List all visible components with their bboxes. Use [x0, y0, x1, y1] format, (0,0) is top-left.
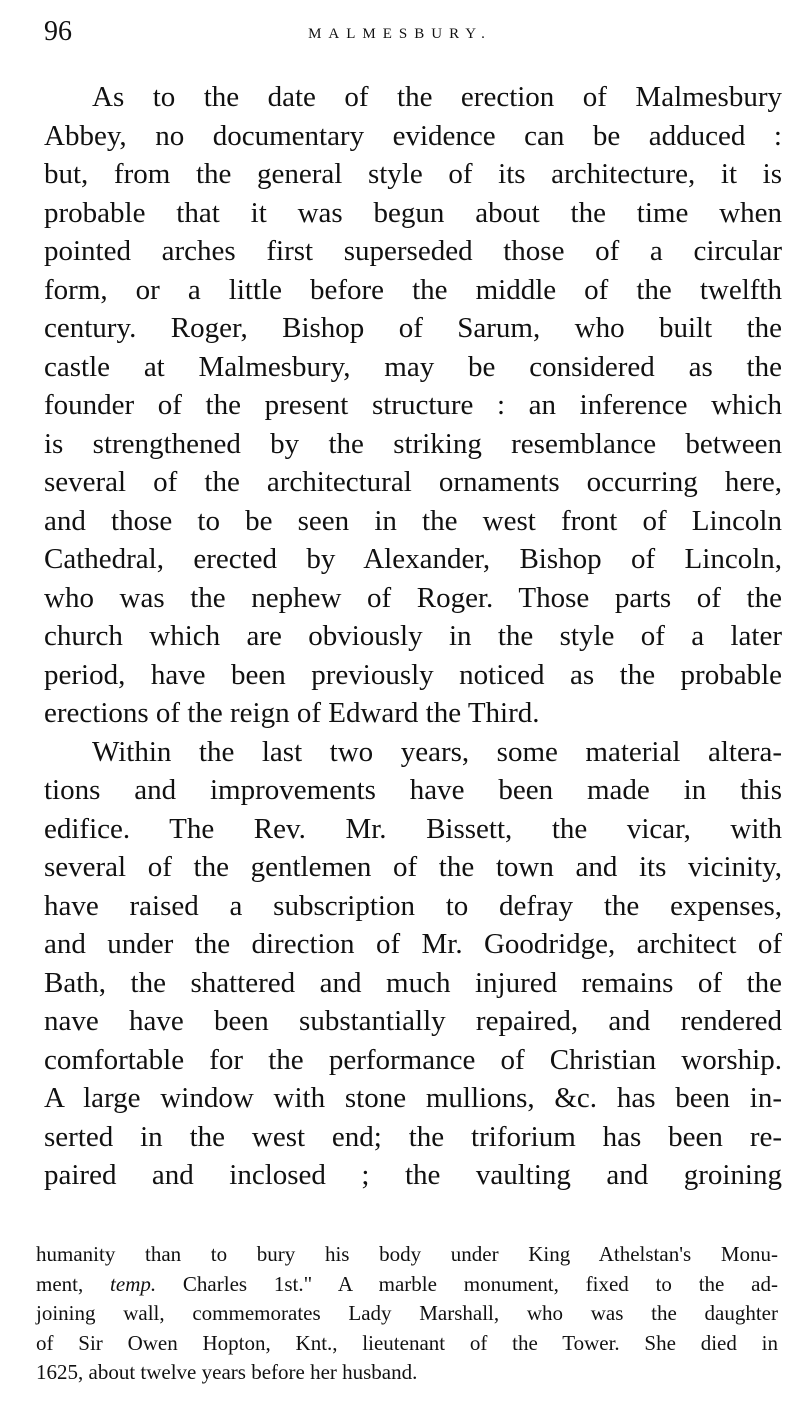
- footnote-line: of Sir Owen Hopton, Knt., lieutenant of the Tower. She died in: [36, 1330, 778, 1355]
- body-text: [44, 78, 782, 1195]
- text-line: Bath, the shattered and much injured remains of the: [44, 966, 782, 999]
- text-line: Cathedral, erected by Alexander, Bishop of Lincoln,: [44, 543, 782, 575]
- paragraph-1: [44, 78, 782, 733]
- text-line: several of the architectural ornaments occurring here,: [44, 466, 782, 498]
- text-line: but, from the general style of its architecture, it is: [44, 158, 782, 190]
- text-line: comfortable for the performance of Christian worship.: [44, 1043, 782, 1076]
- text-line: erections of the reign of Edward the Third.: [44, 697, 540, 729]
- text-line: who was the nephew of Roger. Those parts of the: [44, 581, 782, 614]
- text-line: and under the direction of Mr. Goodridge, architect of: [44, 928, 782, 960]
- footnote-line: 1625, about twelve years before her husband.: [36, 1360, 418, 1384]
- text-line: Abbey, no documentary evidence can be adduced :: [44, 119, 782, 152]
- footnote-text: Charles 1st." A marble monument, fixed to the ad-: [156, 1271, 778, 1296]
- text-line: edifice. The Rev. Mr. Bissett, the vicar, with: [44, 812, 782, 845]
- text-line: A large window with stone mullions, &c. has been in-: [44, 1082, 782, 1114]
- text-line: several of the gentlemen of the town and its vicinity,: [44, 851, 782, 883]
- running-head: MALMESBURY.: [308, 26, 492, 42]
- footnote-line: humanity than to bury his body under King Athelstan's Monu-: [36, 1242, 778, 1266]
- page-number: 96: [44, 16, 72, 47]
- text-line: probable that it was begun about the time when: [44, 196, 782, 229]
- text-line: period, have been previously noticed as the probable: [44, 658, 782, 691]
- text-line: castle at Malmesbury, may be considered as the: [44, 350, 782, 383]
- text-line: nave have been substantially repaired, and rendered: [44, 1005, 782, 1037]
- footnote-italic-text: temp.: [110, 1271, 157, 1296]
- paragraph-2: [44, 733, 782, 1195]
- page-header: [0, 14, 800, 54]
- text-line: As to the date of the erection of Malmesbury: [92, 81, 782, 113]
- text-line: founder of the present structure : an inference which: [44, 389, 782, 421]
- footnote: [36, 1240, 778, 1388]
- footnote-line: joining wall, commemorates Lady Marshall, who was the daughter: [36, 1301, 778, 1325]
- text-line: church which are obviously in the style of a later: [44, 620, 782, 652]
- text-line: pointed arches first superseded those of a circular: [44, 235, 782, 267]
- text-line: century. Roger, Bishop of Sarum, who built the: [44, 312, 782, 344]
- footnote-line: [36, 1270, 778, 1300]
- text-line: form, or a little before the middle of the twelfth: [44, 273, 782, 306]
- text-line: paired and inclosed ; the vaulting and groining: [44, 1159, 782, 1191]
- text-line: tions and improvements have been made in this: [44, 774, 782, 806]
- text-line: and those to be seen in the west front of Lincoln: [44, 504, 782, 537]
- text-line: Within the last two years, some material altera-: [92, 735, 782, 768]
- text-line: serted in the west end; the triforium has been re-: [44, 1120, 782, 1153]
- footnote-text: ment,: [36, 1271, 111, 1296]
- text-line: have raised a subscription to defray the expenses,: [44, 889, 782, 922]
- text-line: is strengthened by the striking resemblance between: [44, 427, 782, 460]
